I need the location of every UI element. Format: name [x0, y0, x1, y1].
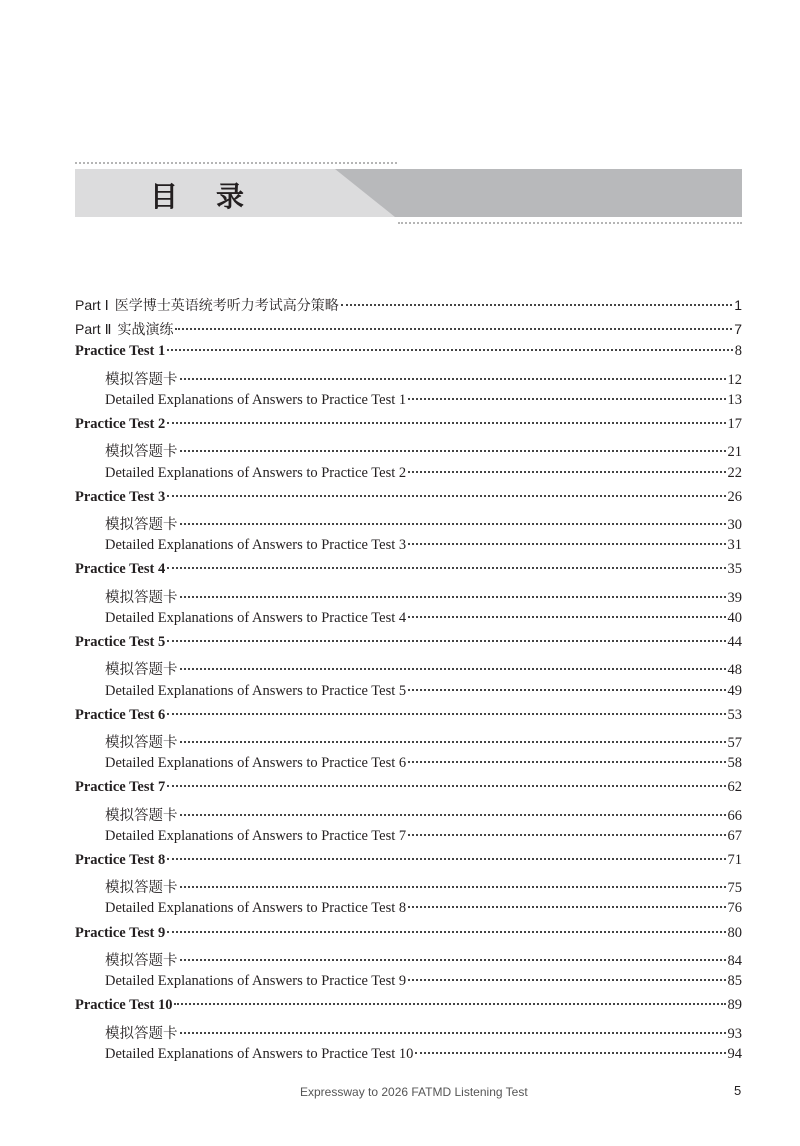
dot-leader [180, 378, 726, 380]
toc-page-number: 22 [727, 464, 742, 481]
toc-entry-label: Practice Test 1 [75, 343, 166, 360]
toc-entry-label: 实战演练 [117, 321, 174, 338]
banner-dark-band [335, 169, 742, 217]
dot-leader [180, 959, 726, 961]
toc-entry-label: Practice Test 6 [75, 706, 166, 723]
toc-entry-label: Detailed Explanations of Answers to Practice Test 10 [105, 1045, 414, 1062]
dot-leader [167, 567, 725, 569]
dot-leader [180, 886, 726, 888]
dot-leader [180, 814, 726, 816]
toc-entry-label: Detailed Explanations of Answers to Practice Test 1 [105, 391, 407, 408]
toc-part-number: Part Ⅱ [75, 321, 112, 338]
dot-leader [167, 785, 725, 787]
dot-leader [167, 858, 725, 860]
dot-leader [167, 349, 733, 351]
toc-entry[interactable] [75, 876, 742, 900]
toc-entry-label: Practice Test 10 [75, 997, 173, 1014]
toc-entry[interactable] [75, 537, 742, 561]
toc-entry[interactable] [75, 561, 742, 585]
dot-leader [415, 1052, 725, 1054]
toc-entry[interactable] [75, 997, 742, 1021]
toc-page-number: 76 [727, 900, 742, 917]
footer-page-number: 5 [734, 1083, 742, 1098]
dot-leader [408, 834, 725, 836]
toc-entry-label: Detailed Explanations of Answers to Practice Test 8 [105, 900, 407, 917]
toc-page-number: 62 [727, 779, 742, 796]
toc-entry[interactable] [75, 804, 742, 828]
toc-page-number: 75 [727, 880, 742, 897]
toc-page-number: 21 [727, 444, 742, 461]
table-of-contents [75, 295, 742, 1070]
toc-page-number: 80 [727, 924, 742, 941]
dot-leader [180, 596, 726, 598]
toc-page-number: 71 [727, 852, 742, 869]
page-title: 目录 [150, 180, 283, 213]
dot-leader [180, 523, 726, 525]
toc-entry-label: Detailed Explanations of Answers to Practice Test 4 [105, 609, 407, 626]
toc-entry-label: Practice Test 4 [75, 561, 166, 578]
dot-leader [175, 328, 732, 330]
toc-entry-label: 模拟答题卡 [105, 444, 178, 461]
dot-leader [167, 495, 725, 497]
toc-entry[interactable] [75, 779, 742, 803]
toc-page-number: 48 [727, 662, 742, 679]
toc-entry[interactable] [75, 465, 742, 489]
dot-leader [167, 640, 725, 642]
toc-entry[interactable] [75, 707, 742, 731]
toc-page-number: 84 [727, 952, 742, 969]
toc-entry-label: 模拟答题卡 [105, 734, 178, 751]
dot-leader [408, 761, 725, 763]
toc-entry[interactable] [75, 900, 742, 924]
toc-page-number: 85 [727, 973, 742, 990]
toc-entry[interactable] [75, 416, 742, 440]
toc-entry-label: 模拟答题卡 [105, 589, 178, 606]
dot-leader [408, 906, 725, 908]
toc-entry[interactable] [75, 1022, 742, 1046]
toc-part-number: Part Ⅰ [75, 297, 109, 313]
toc-page-number: 7 [734, 321, 742, 338]
toc-entry[interactable] [75, 1046, 742, 1070]
toc-entry-label: Detailed Explanations of Answers to Practice Test 2 [105, 464, 407, 481]
toc-entry[interactable] [75, 731, 742, 755]
toc-page-number: 89 [727, 997, 742, 1014]
toc-entry-label: 模拟答题卡 [105, 952, 178, 969]
toc-page-number: 67 [727, 827, 742, 844]
dot-leader [408, 979, 725, 981]
toc-entry[interactable] [75, 319, 742, 343]
dot-leader [408, 689, 725, 691]
dot-leader [174, 1003, 725, 1005]
toc-entry-label: Detailed Explanations of Answers to Practice Test 3 [105, 537, 407, 554]
toc-entry-label: Detailed Explanations of Answers to Practice Test 5 [105, 682, 407, 699]
toc-entry-label: Detailed Explanations of Answers to Practice Test 7 [105, 827, 407, 844]
toc-page-number: 39 [727, 589, 742, 606]
dot-leader [408, 543, 725, 545]
toc-page-number: 13 [727, 391, 742, 408]
toc-entry-label: 模拟答题卡 [105, 880, 178, 897]
toc-entry[interactable] [75, 852, 742, 876]
toc-entry-label: Practice Test 7 [75, 779, 166, 796]
toc-entry[interactable] [75, 973, 742, 997]
toc-entry[interactable] [75, 586, 742, 610]
toc-page-number: 66 [727, 807, 742, 824]
toc-entry-label: 模拟答题卡 [105, 516, 178, 533]
top-dotted-divider [75, 162, 397, 164]
dot-leader [167, 422, 725, 424]
dot-leader [180, 741, 726, 743]
toc-entry-label: Practice Test 2 [75, 416, 166, 433]
toc-page-number: 35 [727, 561, 742, 578]
dot-leader [180, 1032, 726, 1034]
toc-entry-label: Practice Test 8 [75, 852, 166, 869]
toc-entry-label: Practice Test 3 [75, 488, 166, 505]
toc-page-number: 40 [727, 609, 742, 626]
toc-entry[interactable] [75, 925, 742, 949]
toc-entry[interactable] [75, 392, 742, 416]
toc-entry-label: 模拟答题卡 [105, 662, 178, 679]
dot-leader [408, 616, 725, 618]
toc-entry-label: 医学博士英语统考听力考试高分策略 [114, 297, 339, 313]
dot-leader [180, 668, 726, 670]
toc-page-number: 93 [727, 1025, 742, 1042]
toc-page-number: 30 [727, 516, 742, 533]
toc-page-number: 26 [727, 488, 742, 505]
dot-leader [408, 471, 725, 473]
toc-entry[interactable] [75, 634, 742, 658]
toc-page-number: 12 [727, 371, 742, 388]
toc-entry[interactable] [75, 610, 742, 634]
dot-leader [180, 450, 726, 452]
toc-page-number: 58 [727, 755, 742, 772]
toc-page-number: 94 [727, 1045, 742, 1062]
toc-page-number: 44 [727, 634, 742, 651]
toc-page-number: 1 [734, 297, 742, 313]
toc-entry[interactable] [75, 949, 742, 973]
toc-page-number: 53 [727, 706, 742, 723]
dot-leader [167, 713, 725, 715]
toc-page-number: 31 [727, 537, 742, 554]
toc-entry-label: 模拟答题卡 [105, 1025, 178, 1042]
dot-leader [408, 398, 725, 400]
title-banner [75, 169, 742, 217]
toc-entry[interactable] [75, 368, 742, 392]
toc-page-number: 8 [734, 343, 742, 360]
toc-entry[interactable] [75, 658, 742, 682]
toc-entry-label: 模拟答题卡 [105, 371, 178, 388]
dot-leader [167, 931, 725, 933]
dot-leader [341, 304, 733, 306]
toc-entry[interactable] [75, 295, 742, 319]
toc-entry[interactable] [75, 755, 742, 779]
toc-page-number: 57 [727, 734, 742, 751]
toc-entry-label: 模拟答题卡 [105, 807, 178, 824]
toc-entry[interactable] [75, 489, 742, 513]
toc-page-number: 49 [727, 682, 742, 699]
toc-entry[interactable] [75, 440, 742, 464]
toc-page-number: 17 [727, 416, 742, 433]
toc-entry-label: Detailed Explanations of Answers to Practice Test 6 [105, 755, 407, 772]
toc-entry-label: Practice Test 5 [75, 634, 166, 651]
toc-entry-label: Detailed Explanations of Answers to Practice Test 9 [105, 973, 407, 990]
toc-entry[interactable] [75, 683, 742, 707]
toc-entry[interactable] [75, 513, 742, 537]
toc-entry[interactable] [75, 828, 742, 852]
toc-entry-label: Practice Test 9 [75, 924, 166, 941]
bottom-dotted-divider [398, 222, 742, 224]
toc-entry[interactable] [75, 343, 742, 367]
footer-book-title: Expressway to 2026 FATMD Listening Test [300, 1085, 528, 1099]
